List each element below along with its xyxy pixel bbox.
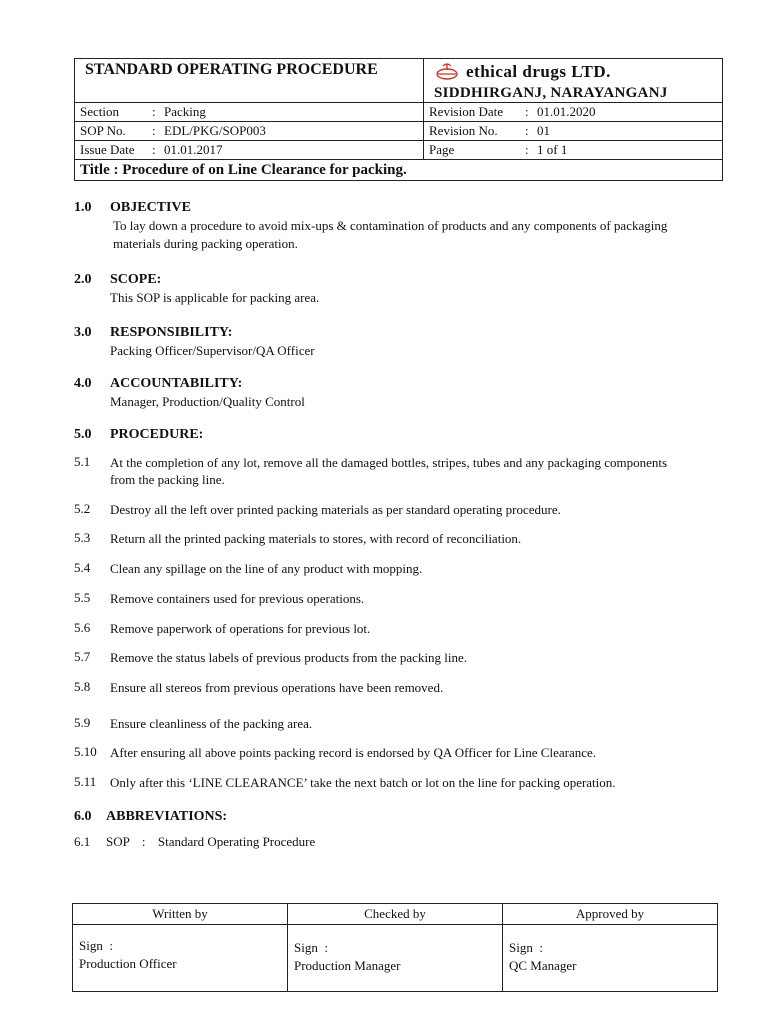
step-number: 5.5 <box>74 590 91 605</box>
revision-no-value: 01 <box>537 123 550 138</box>
checked-by-role: Production Manager <box>294 958 401 973</box>
step-number: 5.6 <box>74 620 91 635</box>
step-number: 5.1 <box>74 454 91 469</box>
responsibility-text: Packing Officer/Supervisor/QA Officer <box>110 343 315 358</box>
step-text: Ensure all stereos from previous operations have been removed. <box>110 680 444 695</box>
header-row: SOP No. : EDL/PKG/SOP003 Revision No. : 01 <box>75 122 723 141</box>
header-row: Section : Packing Revision Date : 01.01.2020 <box>75 103 723 122</box>
revision-date-key: Revision Date <box>429 104 504 119</box>
sign-label: Sign <box>509 940 533 955</box>
step-text: At the completion of any lot, remove all the damaged bottles, stripes, tubes and any packaging components from the packing line. <box>110 455 668 487</box>
written-by-header: Written by <box>73 904 288 925</box>
step-text: Destroy all the left over printed packing materials as per standard operating procedure. <box>110 502 561 517</box>
checked-by-cell: Sign : Production Manager <box>288 925 503 992</box>
sop-heading: STANDARD OPERATING PROCEDURE <box>75 59 424 103</box>
written-by-role: Production Officer <box>79 956 177 971</box>
sign-label: Sign <box>294 940 318 955</box>
page-key: Page <box>429 142 455 157</box>
scope-heading: SCOPE: <box>110 272 162 287</box>
page-value: 1 of 1 <box>537 142 568 157</box>
header-row: Issue Date : 01.01.2017 Page : 1 of 1 <box>75 141 723 160</box>
step-number: 5.8 <box>74 679 91 694</box>
step-number: 5.3 <box>74 530 91 545</box>
section-number: 1.0 <box>74 200 92 215</box>
company-block <box>424 59 723 103</box>
checked-by-header: Checked by <box>288 904 503 925</box>
step-text: Remove paperwork of operations for previous lot. <box>110 621 371 636</box>
responsibility-heading: RESPONSIBILITY: <box>110 325 233 340</box>
section-key: Section <box>80 104 119 119</box>
abbreviation-term: SOP <box>106 834 130 849</box>
step-number: 5.2 <box>74 501 91 516</box>
section-number: 4.0 <box>74 376 92 391</box>
section-value: Packing <box>164 104 206 119</box>
step-text: Ensure cleanliness of the packing area. <box>110 716 313 731</box>
company-location: SIDDHIRGANJ, NARAYANGANJ <box>434 85 668 101</box>
approved-by-role: QC Manager <box>509 958 577 973</box>
step-number: 5.10 <box>74 744 97 759</box>
step-text: Only after this ‘LINE CLEARANCE’ take the next batch or lot on the line for packing operation. <box>110 775 616 790</box>
section-number: 5.0 <box>74 427 92 442</box>
abbreviation-number: 6.1 <box>74 834 91 849</box>
abbreviation-item: SOP : Standard Operating Procedure <box>106 834 316 849</box>
signature-table <box>72 903 718 992</box>
step-text: Remove containers used for previous operations. <box>110 591 365 606</box>
sop-header-table <box>74 58 723 181</box>
approved-by-header: Approved by <box>503 904 718 925</box>
capsule-logo-icon <box>434 62 460 82</box>
objective-text: To lay down a procedure to avoid mix-ups & contamination of products and any components of packaging materials during packing operation. <box>113 218 668 251</box>
approved-by-cell: Sign : QC Manager <box>503 925 718 992</box>
step-number: 5.7 <box>74 649 91 664</box>
step-text: Remove the status labels of previous products from the packing line. <box>110 650 468 665</box>
step-text: After ensuring all above points packing record is endorsed by QA Officer for Line Clearance. <box>110 745 597 760</box>
section-number: 2.0 <box>74 272 92 287</box>
written-by-cell: Sign : Production Officer <box>73 925 288 992</box>
issue-date-key: Issue Date <box>80 142 135 157</box>
step-number: 5.11 <box>74 774 97 789</box>
section-number: 3.0 <box>74 325 92 340</box>
issue-date-value: 01.01.2017 <box>164 142 223 157</box>
step-text: Clean any spillage on the line of any product with mopping. <box>110 561 423 576</box>
accountability-text: Manager, Production/Quality Control <box>110 394 305 409</box>
objective-heading: OBJECTIVE <box>110 200 191 215</box>
sop-no-value: EDL/PKG/SOP003 <box>164 123 266 138</box>
company-name: ethical drugs LTD. <box>466 62 611 81</box>
step-number: 5.9 <box>74 715 91 730</box>
step-text: Return all the printed packing materials to stores, with record of reconciliation. <box>110 531 522 546</box>
document-title: Title : Procedure of on Line Clearance for packing. <box>75 160 723 181</box>
abbreviation-definition: Standard Operating Procedure <box>157 834 316 849</box>
step-number: 5.4 <box>74 560 91 575</box>
accountability-heading: ACCOUNTABILITY: <box>110 376 243 391</box>
section-number: 6.0 <box>74 809 92 824</box>
revision-no-key: Revision No. <box>429 123 498 138</box>
sop-no-key: SOP No. <box>80 123 126 138</box>
procedure-heading: PROCEDURE: <box>110 427 204 442</box>
revision-date-value: 01.01.2020 <box>537 104 596 119</box>
sign-label: Sign <box>79 938 103 953</box>
scope-text: This SOP is applicable for packing area. <box>110 290 320 305</box>
abbreviations-heading: ABBREVIATIONS: <box>106 809 228 824</box>
